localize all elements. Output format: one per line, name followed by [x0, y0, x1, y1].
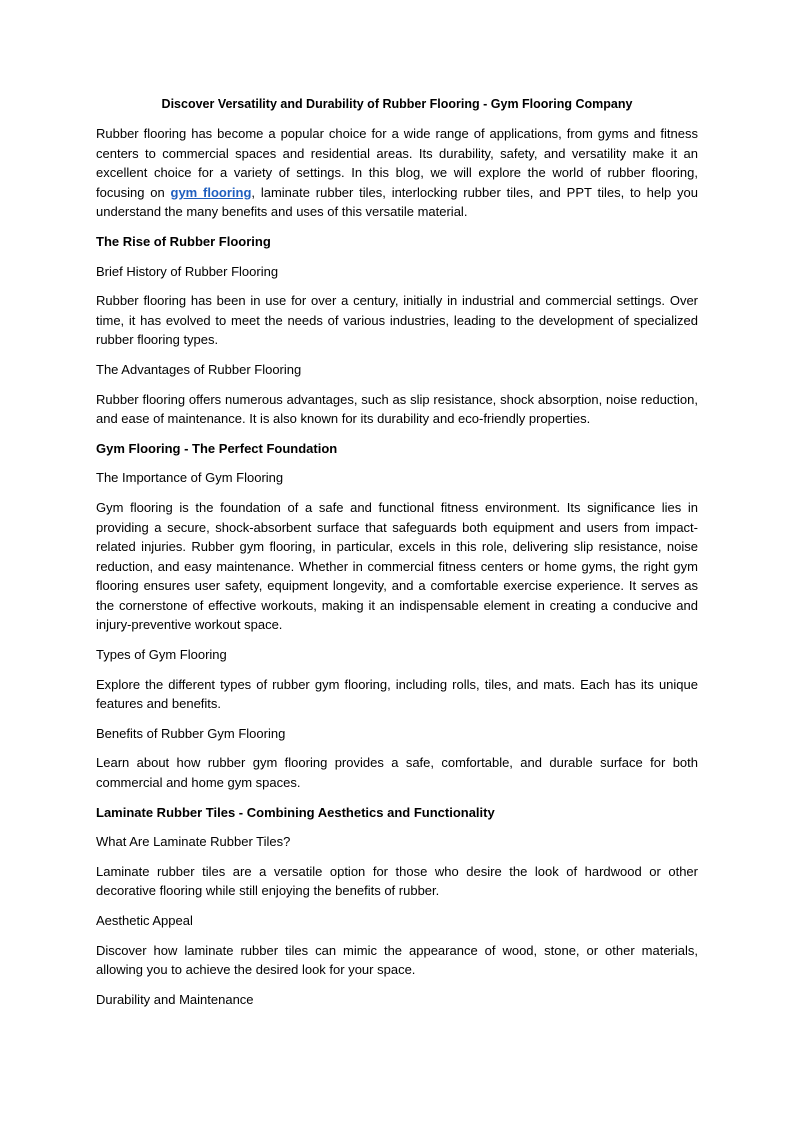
paragraph-types: Explore the different types of rubber gym flooring, including rolls, tiles, and mats. Each has its unique features and benefits.	[96, 676, 698, 712]
subheading-aesthetic: Aesthetic Appeal	[96, 913, 193, 928]
subheading-benefits: Benefits of Rubber Gym Flooring	[96, 725, 286, 741]
paragraph-benefits: Learn about how rubber gym flooring provides a safe, comfortable, and durable surface for both commercial and home gym spaces.	[96, 755, 698, 791]
paragraph-aesthetic: Discover how laminate rubber tiles can mimic the appearance of wood, stone, or other materials, allowing you to achieve the desired look for your space.	[96, 942, 698, 978]
section-heading-rise: The Rise of Rubber Flooring	[96, 233, 271, 249]
paragraph-history: Rubber flooring has been in use for over a century, initially in industrial and commercial settings. Over time, it has evolved to meet the needs of various industries, leading to the development of specialized rubber flooring types.	[96, 293, 698, 348]
intro-text-after: , laminate rubber tiles, interlocking rubber tiles, and PPT tiles, to help you understand the many benefits and uses of this versatile material.	[96, 184, 699, 220]
subheading-history: Brief History of Rubber Flooring	[96, 263, 279, 279]
document-title: Discover Versatility and Durability of Rubber Flooring - Gym Flooring Company	[161, 97, 633, 111]
paragraph-advantages: Rubber flooring offers numerous advantages, such as slip resistance, shock absorption, noise reduction, and ease of maintenance. It is also known for its durability and eco-friendly properties.	[96, 391, 698, 427]
intro-text-before: Rubber flooring has become a popular choice for a wide range of applications, from gyms and fitness centers to commercial spaces and residential areas. Its durability, safety, and versatility make it an excellent choice for a variety of settings. In this blog, we will explore the world of rubber flooring, focusing on	[96, 126, 698, 200]
document-page	[96, 94, 698, 1019]
gym-flooring-link[interactable]: gym flooring	[170, 184, 252, 200]
subheading-durability: Durability and Maintenance	[96, 991, 254, 1007]
section-heading-laminate: Laminate Rubber Tiles - Combining Aesthetics and Functionality	[96, 804, 495, 820]
paragraph-what-laminate: Laminate rubber tiles are a versatile option for those who desire the look of hardwood or other decorative flooring while still enjoying the benefits of rubber.	[96, 863, 698, 899]
subheading-advantages: The Advantages of Rubber Flooring	[96, 361, 302, 377]
section-heading-gym: Gym Flooring - The Perfect Foundation	[96, 440, 338, 456]
intro-paragraph	[96, 124, 698, 222]
subheading-types: Types of Gym Flooring	[96, 647, 227, 663]
subheading-what-laminate: What Are Laminate Rubber Tiles?	[96, 834, 291, 850]
subheading-importance: The Importance of Gym Flooring	[96, 470, 284, 486]
paragraph-importance: Gym flooring is the foundation of a safe and functional fitness environment. Its significance lies in providing a secure, shock-absorbent surface that safeguards both equipment and users from impact-related injuries. Rubber gym flooring, in particular, excels in this role, delivering slip resistance, noise reduction, and easy maintenance. Whether in commercial fitness centers or home gyms, the right gym flooring ensures user safety, equipment longevity, and a comfortable exercise experience. It serves as the cornerstone of effective workouts, making it an indispensable element in creating a conducive and injury-preventive workout space.	[96, 499, 698, 633]
